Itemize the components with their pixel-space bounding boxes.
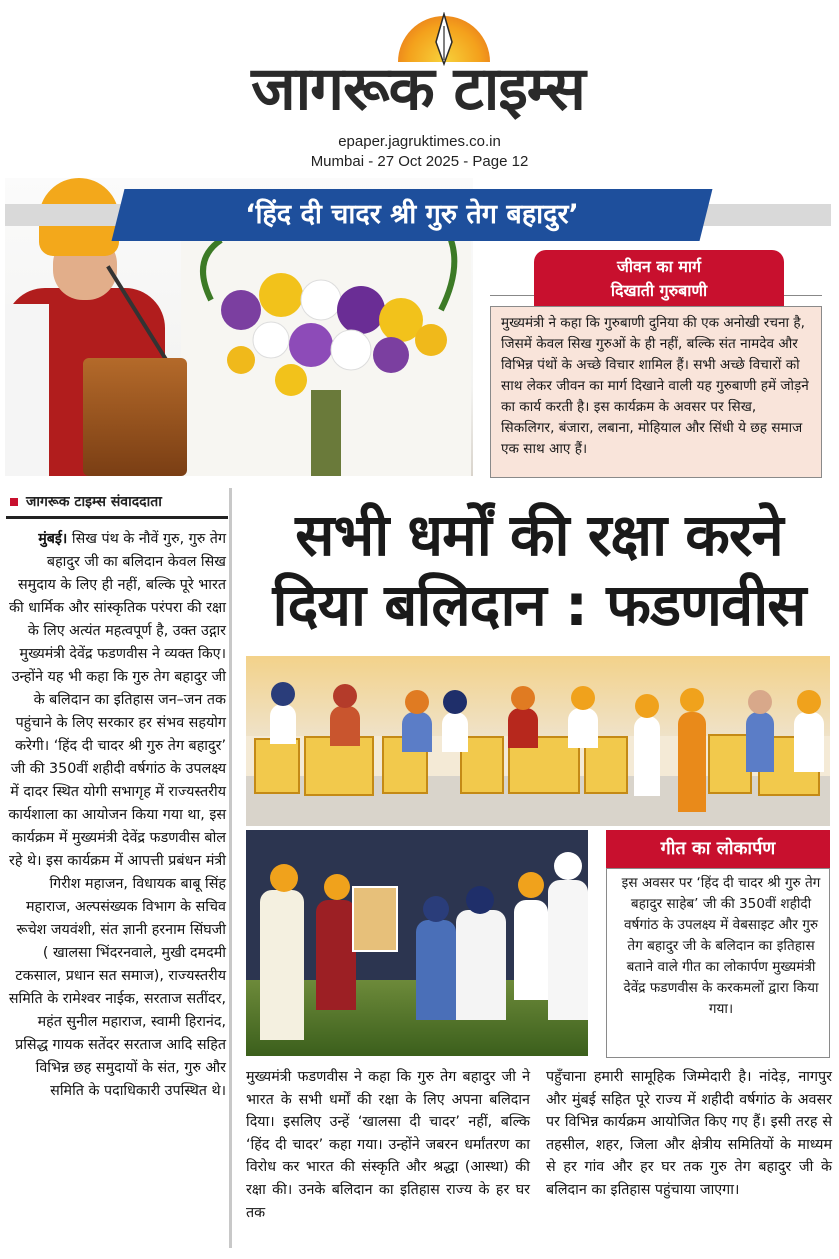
sidebar-box-body: मुख्यमंत्री ने कहा कि गुरुबाणी दुनिया की एक अनोखी रचना है, जिसमें केवल सिख गुरुओं के ही नहीं, बल्कि संत नामदेव और विभिन्न पंथों के अच्छे विचार शामिल हैं। सभी अच्छे विचारों को साथ लेकर जीवन का मार्ग दिखाने वाली यह गुरुबाणी हमें जोड़ने का कार्य करती है। इस कार्यक्रम के अवसर पर सिख, सिकलिगर, बंजारा, लबाना, मोहियाल और सिंधी ये छह समाज एक साथ आए हैं। bbox=[490, 306, 822, 478]
bottom-column-1: मुख्यमंत्री फडणवीस ने कहा कि गुरु तेग बहादुर जी ने भारत के सभी धर्मों की रक्षा के लिए अपना बलिदान दिया। इसलिए उन्हें ‘खालसा दी चादर’ नहीं, बल्कि ‘हिंद दी चादर’ कहा गया। उन्होंने जबरन धर्मांतरण का विरोध कर भारत की संस्कृति और श्रद्धा (आस्था) की रक्षा की। उनके बलिदान का इतिहास राज्य के हर घर तक bbox=[246, 1069, 530, 1221]
song-box-title: गीत का लोकार्पण bbox=[606, 830, 830, 868]
song-box-body: इस अवसर पर ‘हिंद दी चादर श्री गुरु तेग बहादुर साहेब’ जी की 350वीं शहीदी वर्षगांठ के उपलक्ष्य में वेबसाइट और गुरु तेग बहादुर जी के बलिदान का इतिहास बताने वाले गीत का लोकार्पण मुख्यमंत्री देवेंद्र फडणवीस के करकमलों द्वारा किया गया। bbox=[606, 868, 830, 1058]
left-column-text: सिख पंथ के नौवें गुरु, गुरु तेग बहादुर जी का बलिदान केवल सिख समुदाय के लिए ही नहीं, बल्कि पूरे भारत की धार्मिक और सांस्कृतिक परंपरा की रक्षा के लिए अत्यंत महत्वपूर्ण है, उक्त उद्गार मुख्यमंत्री देवेंद्र फडणवीस ने व्यक्त किए। उन्होंने यह भी कहा कि गुरु तेग बहादुर जी के बलिदान का इतिहास जन–जन तक पहुंचाने के लिए सरकार हर संभव सहयोग करेगी। ‘हिंद दी चादर श्री गुरु तेग बहादुर’ जी की 350वीं शहीदी वर्षगांठ के उपलक्ष्य में दादर स्थित योगी सभागृह में राज्यस्तरीय कार्यशाला का आयोजन किया गया था, इस कार्यक्रम में मुख्यमंत्री देवेंद्र फडणवीस बोल रहे थे। इस कार्यक्रम में आपत्ती प्रबंधन मंत्री गिरीश महाजन, विधायक बाबू सिंह महाराज, अल्पसंख्यक विभाग के सचिव रूचेश जयवंशी, संत ज्ञानी हरनाम सिंघजी ( खालसा भिंदरनवाले, मुखी दमदमी टकसाल, प्रधान सत समाज), राज्यस्तरीय समिति के रामेश्वर नाईक, सरताज सतींदर, महंत सुनील महाराज, स्वामी हिरानंद, प्रसिद्ध गायक सतेंदर सरताज आदि सहित विभिन्न छह समुदायों के संत, गुरु और समिति के पदाधिकारी उपस्थित थे। bbox=[8, 531, 226, 1099]
byline-text: जागरूक टाइम्स संवाददाता bbox=[26, 494, 162, 510]
song-launch-photo bbox=[246, 830, 588, 1056]
sidebar-box-title bbox=[534, 250, 784, 308]
column-divider bbox=[229, 488, 232, 1248]
bottom-column-2: पहुँचाना हमारी सामूहिक जिम्मेदारी है। नांदेड़, नागपुर और मुंबई सहित पूरे राज्य में शहीदी वर्षगांठ के अवसर पर विभिन्न कार्यक्रम आयोजित किए गए हैं। इसी तरह से तहसील, शहर, जिला और क्षेत्रीय समितियों के माध्यम से हर गांव और हर घर तक गुरु तेग बहादुर जी के बलिदान का इतिहास पहुंचाया जाएगा। bbox=[546, 1069, 832, 1198]
group-photo bbox=[246, 656, 830, 826]
byline bbox=[10, 492, 162, 511]
headline-line1: सभी धर्मों की रक्षा करने bbox=[295, 501, 783, 569]
masthead bbox=[0, 0, 839, 180]
divider bbox=[6, 516, 228, 519]
byline-square-icon bbox=[10, 498, 18, 506]
headline-line2: दिया बलिदान : फडणवीस bbox=[272, 571, 806, 639]
sidebar-title-line2: दिखाती गुरुबाणी bbox=[610, 281, 708, 300]
banner-title: ‘हिंद दी चादर श्री गुरु तेग बहादुर’ bbox=[245, 199, 579, 230]
sidebar-title-line1: जीवन का मार्ग bbox=[616, 257, 702, 276]
podium bbox=[83, 358, 187, 476]
flower-arrangement-icon bbox=[181, 240, 471, 476]
logo bbox=[228, 8, 608, 124]
dateline: मुंबई। bbox=[38, 531, 68, 547]
epaper-url[interactable]: epaper.jagruktimes.co.in bbox=[338, 133, 501, 150]
left-column-article bbox=[8, 528, 226, 1103]
headline bbox=[244, 500, 834, 640]
logo-text: जागरूक टाइम्स bbox=[251, 54, 585, 124]
edition-line: Mumbai - 27 Oct 2025 - Page 12 bbox=[310, 153, 529, 170]
